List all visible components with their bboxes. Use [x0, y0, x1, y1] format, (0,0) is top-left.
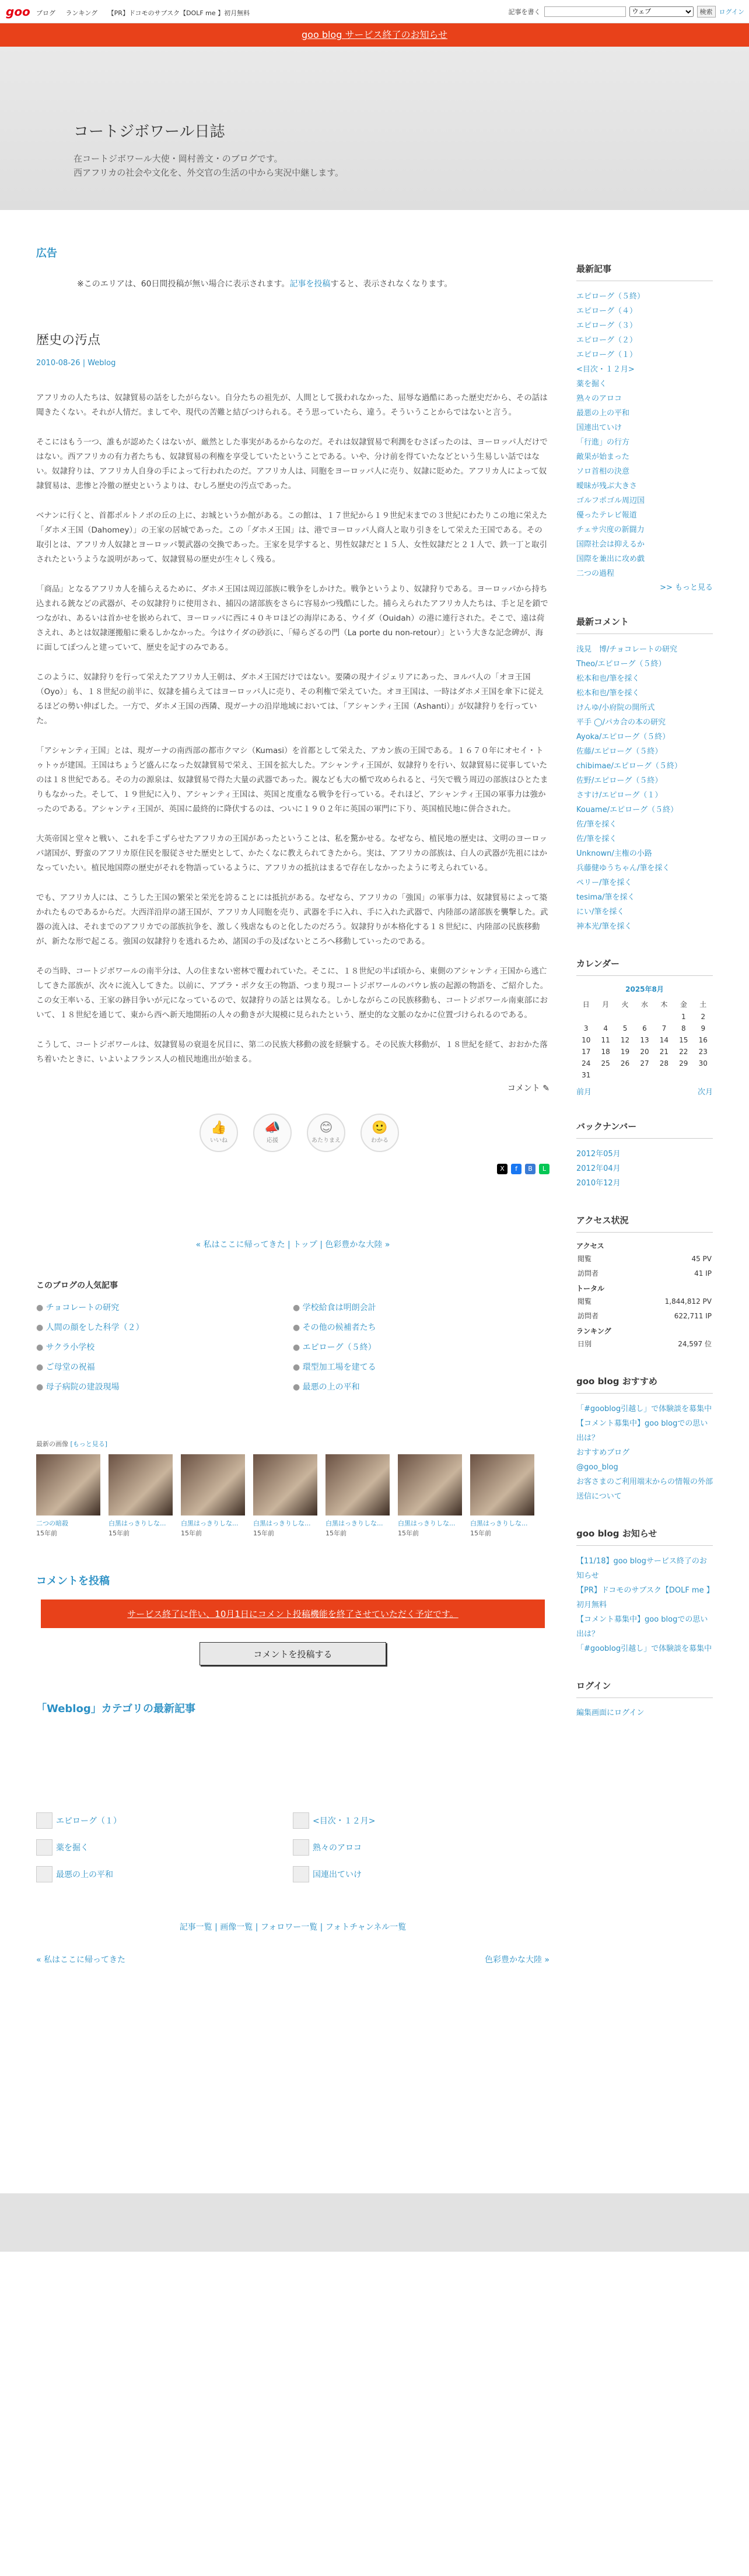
recent-comment-link[interactable]: 松本和也/筆を採く — [576, 674, 640, 683]
image-thumb[interactable] — [253, 1454, 317, 1516]
calendar-day: 31 — [582, 1071, 591, 1079]
category-item[interactable]: <目次・１２月> — [293, 1815, 550, 1826]
access-label: アクセス — [576, 1242, 604, 1250]
popular-articles — [36, 1279, 550, 1392]
entry-body — [36, 391, 550, 1067]
popular-heading: このブログの人気記事 — [36, 1281, 118, 1290]
back-number-link[interactable]: 2012年05月 — [576, 1150, 621, 1158]
calendar-day: 28 — [659, 1059, 669, 1068]
calendar-day: 18 — [601, 1048, 610, 1056]
calendar-day: 14 — [659, 1036, 669, 1044]
reaction-natural[interactable]: 😊 あたりまえ — [307, 1114, 345, 1152]
image-thumbnails — [36, 1454, 550, 1538]
ad-notice: ※このエリアは、60日間投稿が無い場合に表示されます。記事を投稿すると、表示されなくなります。 — [77, 279, 453, 289]
blog-header — [0, 47, 749, 210]
goo-recommend-link[interactable]: 【コメント募集中】goo blogでの思い出は？ — [576, 1419, 708, 1443]
category-item[interactable]: 最悪の上の平和 — [36, 1868, 293, 1880]
image-item[interactable] — [470, 1454, 534, 1538]
recent-comment-link[interactable]: 浅見 博/チョコレートの研究 — [576, 645, 677, 654]
calendar-day — [615, 1011, 635, 1023]
recent-article-link[interactable]: エピローグ（４） — [576, 307, 638, 316]
recent-comment-link[interactable]: 松本和也/筆を採く — [576, 689, 640, 698]
recent-heading: 最新記事 — [576, 262, 713, 281]
recent-comment-link[interactable]: 神本光/筆を採く — [576, 922, 632, 931]
recent-comment-link[interactable]: 平手 ◯/パカ合の本の研究 — [576, 718, 666, 727]
entry-paragraph: このように、奴隷狩りを行って栄えたアフリカ人王朝は、ダホメ王国だけではない。要隣の現ナイジェリアにあった、ヨルバ人の「オヨ王国（Oyo）」も、１８世紀の前半に、奴隷を捕らえてはヨーロッパ人に売り、その利権で栄えていた。オヨ王国は、一時はダホメ王国を傘下に従えるほどの勢い伸ばした。一方で、ダホメ王国の西隣、現ガーナの沿岸地域においては、「アシャンティ王国（Ashanti）」が奴隷狩りを行っていた。 — [36, 673, 544, 726]
calendar-month: 2025年8月 — [625, 985, 664, 993]
hatena-share-icon[interactable]: B — [525, 1164, 536, 1174]
calendar-day: 12 — [620, 1036, 630, 1044]
calendar-day: 3 — [583, 1024, 589, 1032]
recent-articles — [576, 262, 713, 592]
goo-recommend-link[interactable]: お客さまのご利用端末からの情報の外部送信について — [576, 1478, 713, 1501]
image-thumb[interactable] — [108, 1454, 173, 1516]
latest-images-heading: 最新の画像 [もっと見る] — [36, 1440, 108, 1448]
back-number-link[interactable]: 2010年12月 — [576, 1179, 621, 1188]
pen-icon: ✎ — [542, 1084, 550, 1093]
image-caption[interactable]: 白黒はっきりしな... — [108, 1520, 166, 1527]
total-pv: 1,844,812 PV — [664, 1297, 712, 1306]
calendar-day — [694, 1069, 713, 1081]
calendar-day — [674, 1069, 693, 1081]
recent-article-link[interactable]: チェサ宍度の新闘力 — [576, 526, 645, 534]
popular-item[interactable]: ● 母子病院の建設現場 — [36, 1381, 293, 1392]
recent-article-link[interactable]: 優ったテレビ報道 — [576, 511, 637, 520]
goo-recommend-link[interactable]: @goo_blog — [576, 1463, 618, 1472]
image-caption[interactable]: 白黒はっきりしな... — [253, 1520, 311, 1527]
login-edit-link[interactable]: 編集画面にログイン — [576, 1709, 645, 1717]
recent-article-link[interactable]: ゴルフポゴル周辺国 — [576, 496, 645, 505]
calendar-day — [596, 1069, 615, 1081]
image-date: 15年前 — [253, 1530, 274, 1537]
line-share-icon[interactable]: L — [539, 1164, 550, 1174]
calendar-day: 1 — [681, 1013, 686, 1021]
calendar-prev[interactable]: 前月 — [576, 1088, 592, 1097]
recent-article-link[interactable]: 熟々のアロコ — [576, 394, 622, 403]
nav-pr[interactable]: 【PR】ドコモのサブスク【DOLF me 】初月無料 — [107, 9, 250, 17]
reaction-buttons — [200, 1114, 550, 1152]
calendar-day: 20 — [640, 1048, 649, 1056]
goo-news-link[interactable]: 【PR】ドコモのサブスク【DOLF me 】初月無料 — [576, 1586, 710, 1609]
popular-item[interactable]: ● サクラ小学校 — [36, 1341, 293, 1353]
footer-prev-link[interactable]: « 私はここに帰ってきた — [36, 1955, 126, 1965]
category-item[interactable]: 薬を掘く — [36, 1842, 293, 1853]
popular-item[interactable]: ● 最悪の上の平和 — [293, 1381, 550, 1392]
image-date: 15年前 — [108, 1530, 130, 1537]
category-item[interactable]: エピローグ（１） — [36, 1815, 293, 1826]
entry-paragraph: 大英帝国と堂々と戦い、これを手こずらせたアフリカの王国があったということは、私を驚かせる。なぜなら、植民地の歴史は、文明のヨーロッパ諸国が、野蛮のアフリカ原住民を服従させた歴史として、かたくなに教えられてきたから。実は、アフリカの部族は、白人の武器が先祖にはかなっていたい。植民地国際の歴史がそれを物語っているように、アフリカの抵抗はまるで存在しなかったように考えられている。 — [36, 834, 548, 873]
reaction-like[interactable]: 👍 いいね — [200, 1114, 238, 1152]
image-date: 15年前 — [36, 1530, 57, 1537]
today-visitors: 41 IP — [694, 1269, 712, 1278]
popular-item[interactable]: ● 学校給食は明朗会計 — [293, 1301, 550, 1313]
search-input[interactable] — [544, 6, 626, 17]
recent-comment-link[interactable]: 佐/筆を採く — [576, 820, 617, 829]
recent-article-link[interactable]: エピローグ（５終） — [576, 292, 645, 301]
recent-comment-link[interactable]: chibimae/エピローグ（５終） — [576, 762, 682, 771]
calendar-day — [635, 1069, 654, 1081]
gray-band — [0, 2193, 749, 2252]
ranking-label: ランキング — [576, 1327, 611, 1335]
back-number-link[interactable]: 2012年04月 — [576, 1164, 621, 1173]
nav-ranking[interactable]: ランキング — [65, 9, 98, 17]
main-column — [36, 245, 550, 1965]
top-nav — [36, 8, 258, 18]
recent-comment-link[interactable]: 兵藤健ゆうちゃん/筆を採く — [576, 864, 670, 873]
comment-end-notice[interactable]: サービス終了に伴い、10月1日にコメント投稿機能を終了させていただく予定です。 — [41, 1600, 545, 1628]
category-item[interactable]: 国連出ていけ — [293, 1868, 550, 1880]
calendar-day: 8 — [681, 1024, 686, 1032]
images-more-link[interactable]: [もっと見る] — [70, 1440, 108, 1448]
calendar-weekday: 金 — [680, 1000, 687, 1009]
goo-news-link[interactable]: 【コメント募集中】goo blogでの思い出は？ — [576, 1615, 708, 1639]
entry-title: 歴史の汚点 — [36, 333, 101, 348]
comments-heading: 最新コメント — [576, 615, 713, 634]
calendar-day — [615, 1069, 635, 1081]
today-pv: 45 PV — [691, 1254, 712, 1263]
calendar-day — [654, 1069, 674, 1081]
image-item[interactable] — [253, 1454, 317, 1538]
image-date: 15年前 — [326, 1530, 346, 1537]
toolbar — [509, 6, 744, 18]
sidebar — [576, 262, 713, 1741]
prev-entry-link[interactable]: « 私はここに帰ってきた — [195, 1240, 285, 1250]
ad-heading: 広告 — [36, 247, 57, 260]
image-item[interactable] — [181, 1454, 245, 1538]
recent-article-link[interactable]: 国連出ていけ — [576, 424, 622, 432]
calendar-day: 21 — [659, 1048, 669, 1056]
nav-blog[interactable]: ブログ — [36, 9, 55, 17]
popular-item[interactable]: ● エピローグ（５終） — [293, 1341, 550, 1353]
comment-link[interactable]: コメント ✎ — [507, 1084, 550, 1093]
calendar-day: 27 — [640, 1059, 649, 1068]
calendar-day: 17 — [582, 1048, 591, 1056]
calendar-day — [576, 1011, 596, 1023]
calendar-day: 6 — [642, 1024, 647, 1032]
entry-paragraph: そこにはもう一つ、誰もが認めたくはないが、厳然とした事実があるからなのだ。それは奴隷貿易で利潤をむさぼったのは、ヨーロッパ人だけではない。西アフリカの有力者たちも、奴隷貿易の利権を享受していたということである。いや、分け前を得ていたなどという生易しい話ではない。奴隷狩りは、アフリカ人自身の手によって行われたのだ。アフリカ人は、同胞をヨーロッパ人に売り、奴隷に貶めた。アフリカ人によって奴隷貿易は、悲惨と冷徹の歴史というよりは、むしろ歴史の汚点であった。 — [36, 438, 548, 491]
entry-paragraph: 「アシャンティ王国」とは、現ガーナの南西部の都市クマシ（Kumasi）を首都として栄えた、アカン族の王国である。１６７０年にオセイ・トゥトゥが建国。王国はちょうど盛んになった奴隷貿易で栄え、王国を拡大した。アシャンティ王国が、奴隷狩りを行い、奴隷貿易に従事していたのは１８世紀である。その力の源泉は、奴隷貿易で得た大量の武器であった。親なども大の楯で攻められると、弓矢で戦う周辺の部族はひとたまりもなかった。そして、１９世紀に入り、アシャンティ王国は、英国と度重なる戦争を行っている。それほど、アシャンティ王国の軍事力は強かったのである。アシャンティ王国が、英国に最終的に降伏するのは、ついに１９０２年に英国の軍門に下り、英国植民地に併合された。 — [36, 746, 548, 814]
login-block — [576, 1679, 713, 1717]
search-scope-select[interactable] — [629, 6, 694, 17]
image-thumb[interactable] — [181, 1454, 245, 1516]
recent-article-link[interactable]: <目次・１２月> — [576, 365, 635, 374]
entry-paragraph: ベナンに行くと、首都ポルトノボの丘の上に、お城というか館がある。この館は、１７世紀から１９世紀末までの３世紀にわたりこの地に栄えた「ダホメ王国（Dahomey）」の王家の居城であった。この「ダホメ王国」は、港でヨーロッパ人商人と取り引きをして栄えた王国である。その取引とは、アフリカ人奴隷とヨーロッパ製武器の交換であった。王家を見学すると、男性奴隷だと１５人、女性奴隷だと２１人で、鉄一丁と取引されたというような説明があって、奴隷貿易の歴史が生々しく残る。 — [36, 511, 548, 564]
recent-article-link[interactable]: 「行進」の行方 — [576, 438, 630, 447]
image-thumb[interactable] — [470, 1454, 534, 1516]
login-heading: ログイン — [576, 1679, 713, 1698]
search-button[interactable]: 検索 — [697, 6, 716, 18]
image-item[interactable] — [36, 1454, 100, 1538]
recent-more-link[interactable]: >> もっと見る — [660, 583, 713, 592]
back-numbers — [576, 1120, 713, 1191]
image-caption[interactable]: 白黒はっきりしな... — [470, 1520, 528, 1527]
image-caption[interactable]: 白黒はっきりしな... — [181, 1520, 239, 1527]
goo-news — [576, 1527, 713, 1656]
service-end-notice[interactable]: goo blog サービス終了のお知らせ — [0, 23, 749, 47]
footer-links[interactable]: 記事一覧 | 画像一覧 | フォロワー一覧 | フォトチャンネル一覧 — [179, 1923, 407, 1932]
reaction-understand[interactable]: 🙂 わかる — [360, 1114, 399, 1152]
recent-article-link[interactable]: 曖昧が残ぶ大きさ — [576, 482, 638, 491]
goo-logo[interactable]: goo — [6, 5, 30, 19]
back-heading: バックナンバー — [576, 1120, 713, 1139]
goo-news-link[interactable]: 【11/18】goo blogサービス終了のお知らせ — [576, 1557, 707, 1580]
category-heading: 「Weblog」カテゴリの最新記事 — [36, 1703, 196, 1715]
total-visitors: 622,711 IP — [674, 1311, 712, 1320]
popular-item[interactable]: ● チョコレートの研究 — [36, 1301, 293, 1313]
recent-article-link[interactable]: 敵果が始まった — [576, 453, 630, 461]
recent-article-link[interactable]: 二つの過程 — [576, 569, 615, 578]
goo-recommend — [576, 1375, 713, 1504]
popular-item[interactable]: ● その他の候補者たち — [293, 1321, 550, 1333]
calendar-day: 16 — [698, 1036, 708, 1044]
thumb-icon: 👍 — [211, 1121, 227, 1135]
calendar-weekday: 火 — [621, 1000, 629, 1009]
comment-post-section — [36, 1573, 550, 1665]
image-date: 15年前 — [181, 1530, 202, 1537]
calendar-day: 24 — [582, 1059, 591, 1068]
calendar-heading: カレンダー — [576, 957, 713, 976]
comment-post-heading: コメントを投稿 — [36, 1575, 110, 1587]
megaphone-icon: 📣 — [264, 1121, 281, 1135]
recent-comment-link[interactable]: さすけ/エピローグ（１） — [576, 791, 663, 800]
nod-icon: 🙂 — [372, 1121, 388, 1135]
calendar-day — [635, 1011, 654, 1023]
recent-article-link[interactable]: エピローグ（１） — [576, 351, 638, 359]
image-caption[interactable]: 二つの暗殺 — [36, 1520, 68, 1527]
entry-pager: « 私はここに帰ってきた | トップ | 色彩豊かな大陸 » — [195, 1240, 390, 1250]
recent-article-link[interactable]: エピローグ（２） — [576, 336, 638, 345]
recent-comment-link[interactable]: 佐/筆を採く — [576, 835, 617, 844]
calendar-weekday: 木 — [660, 1000, 668, 1009]
image-date: 15年前 — [470, 1530, 491, 1537]
recent-article-link[interactable]: 最悪の上の平和 — [576, 409, 630, 418]
recent-comment-link[interactable]: Theo/エピローグ（５終） — [576, 660, 666, 668]
popular-item[interactable]: ● ご母堂の祝福 — [36, 1361, 293, 1373]
calendar-day: 15 — [679, 1036, 688, 1044]
recent-article-link[interactable]: 国際社会は抑えるか — [576, 540, 645, 549]
recent-comment-link[interactable]: tesima/筆を採く — [576, 893, 635, 902]
post-article-link[interactable]: 記事を投稿 — [289, 279, 331, 289]
recent-article-link[interactable]: 薬を掘く — [576, 380, 607, 388]
next-entry-link[interactable]: 色彩豊かな大陸 » — [325, 1240, 390, 1250]
image-thumb[interactable] — [36, 1454, 100, 1516]
calendar-day: 11 — [601, 1036, 610, 1044]
calendar-day: 26 — [620, 1059, 630, 1068]
entry-category-link[interactable]: Weblog — [88, 359, 116, 368]
calendar-next[interactable]: 次月 — [697, 1088, 713, 1097]
goo-news-heading: goo blog お知らせ — [576, 1527, 713, 1546]
entry-paragraph: こうして、コートジボワールは、奴隷貿易の衰退を尻目に、第二の民族大移動の波を経験する。その民族大移動が、１８世紀を経て、おおかた落ち着いたときに、いよいよフランス人の植民地進出が始まる。 — [36, 1040, 548, 1064]
facebook-share-icon[interactable]: f — [511, 1164, 522, 1174]
smile-icon: 😊 — [319, 1121, 333, 1135]
top-bar — [0, 0, 749, 23]
calendar-day — [596, 1011, 615, 1023]
goo-recommend-heading: goo blog おすすめ — [576, 1375, 713, 1394]
calendar-weekday: 水 — [640, 1000, 648, 1009]
x-share-icon[interactable]: X — [497, 1164, 508, 1174]
post-comment-button[interactable]: コメントを投稿する — [200, 1642, 386, 1665]
calendar-weekday: 月 — [602, 1000, 610, 1009]
calendar — [576, 957, 713, 1097]
blog-title[interactable]: コートジボワール日誌 — [74, 123, 225, 141]
entry-paragraph: その当時、コートジボワールの南半分は、人の住まない密林で覆われていた。そこに、１８世紀の半ば頃から、東側のアシャンティ王国から逃亡してきた部族が、次々に流入してきた。以前に、アブラ・ポク女王の物語、つまり現コートジボワールのバウレ族の起源の物語を、ご紹介した。この女王率いる、王家の跡目争いが元になっているので、奴隷狩りの話とは異なる。しかしながらこの民族移動も、コートジボワール南東部において、１８世紀を通じて、東から西へ新天地開拓の人々の動きが大規模に見られたという、歴史的な文脈のなかに位置づけられるのである。 — [36, 967, 548, 1020]
calendar-day: 25 — [601, 1059, 610, 1068]
calendar-day: 5 — [622, 1024, 628, 1032]
access-stats: アクセス状況 アクセス 閲覧 45 PV 訪問者 41 IP トータル 閲覧 1,844,812 PV 訪問者 622,711 IP ランキング 日別 24,597 位 — [576, 1214, 713, 1352]
calendar-day: 22 — [679, 1048, 688, 1056]
calendar-day — [654, 1011, 674, 1023]
recent-comment-link[interactable]: 佐藤/エピローグ（５終） — [576, 747, 663, 756]
goo-recommend-link[interactable]: 「#gooblog引越し」で体験談を募集中 — [576, 1405, 712, 1413]
popular-item[interactable]: ● 環型加工場を建てる — [293, 1361, 550, 1373]
login-link[interactable]: ログイン — [719, 8, 744, 16]
calendar-day: 7 — [662, 1024, 667, 1032]
image-item[interactable] — [398, 1454, 462, 1538]
calendar-weekday: 日 — [582, 1000, 590, 1009]
calendar-day: 9 — [701, 1024, 706, 1032]
entry-meta: 2010-08-26 | Weblog — [36, 359, 116, 368]
image-thumb[interactable] — [398, 1454, 462, 1516]
recent-comment-link[interactable]: にい/筆を採く — [576, 908, 625, 916]
entry-paragraph: 「商品」となるアフリカ人を捕らえるために、ダホメ王国は周辺部族に戦争をしかけた。戦争というより、奴隷狩りである。ヨーロッパから持ち込まれる銃などの武器が、その奴隷狩りに使用され、捕囚の諸部族をさらに容易かつ残酷にした。捕らえられたアフリカ人たちは、手と足を鎖でつながれ、あるいは首かせを嵌められて、ヨーロッパに西に４０キロほどの海岸にある、ウイダ（Ouidah）の港に連行された。そこで、遠は荷さえれ、あとは奴隷運搬船に乗るしかなかった。今はウイダの砂浜に、「帰らざるの門（La porte du non-retour）」という大きな記念碑が、海に面してぽつんと建っていて、歴史を記すのみである。 — [36, 584, 548, 652]
recent-comment-link[interactable]: Unknown/主権の小路 — [576, 849, 652, 858]
calendar-day: 4 — [603, 1024, 608, 1032]
share-buttons — [36, 1164, 550, 1174]
popular-item[interactable]: ● 人間の顔をした科学（２） — [36, 1321, 293, 1333]
category-latest — [36, 1700, 550, 1880]
goo-news-link[interactable]: 「#gooblog引越し」で体験談を募集中 — [576, 1644, 712, 1653]
calendar-day: 29 — [679, 1059, 688, 1068]
recent-article-link[interactable]: 国際を兼出に攻め戯 — [576, 555, 645, 564]
image-item[interactable] — [108, 1454, 173, 1538]
calendar-day: 30 — [698, 1059, 708, 1068]
top-link[interactable]: トップ — [293, 1240, 317, 1250]
entry-paragraph: アフリカの人たちは、奴隷貿易の話をしたがらない。自分たちの祖先が、人間として扱われなかった、屈辱な過酷にあった歴史だから、その話は聞きたくない。それが人情だ。ましてや、現代の苦難と結びつけられる。そう思っていたら、違う。そういうことからではないと言う。 — [36, 393, 548, 417]
daily-rank: 24,597 位 — [678, 1340, 712, 1348]
recent-comment-link[interactable]: 佐野/エピローグ（５終） — [576, 776, 663, 785]
recent-comment-link[interactable]: けんゆ/小府院の開所式 — [576, 704, 655, 712]
recent-article-link[interactable]: ソロ首相の決意 — [576, 467, 630, 476]
recent-comment-link[interactable]: Kouame/エピローグ（５終） — [576, 806, 678, 814]
goo-recommend-link[interactable]: おすすめブログ — [576, 1448, 630, 1457]
calendar-day: 23 — [698, 1048, 708, 1056]
calendar-day: 19 — [620, 1048, 630, 1056]
image-item[interactable] — [326, 1454, 390, 1538]
image-caption[interactable]: 白黒はっきりしな... — [398, 1520, 456, 1527]
category-item[interactable]: 熟々のアロコ — [293, 1842, 550, 1853]
image-date: 15年前 — [398, 1530, 419, 1537]
blog-description: 在コートジボワール大使・岡村善文・のブログです。 西アフリカの社会や文化を、外交官の生活の中から実況中継します。 — [74, 153, 344, 178]
total-label: トータル — [576, 1284, 605, 1293]
reaction-cheer[interactable]: 📣 応援 — [253, 1114, 292, 1152]
image-thumb[interactable] — [326, 1454, 390, 1516]
calendar-day: 13 — [640, 1036, 649, 1044]
entry-paragraph: でも、アフリカ人には、こうした王国の繁栄と栄光を誇ることには抵抗がある。なぜなら、アフリカの「強国」の軍事力は、奴隷貿易によって築かれたものであるからだ。大西洋沿岸の諸王国が、アフリカ人同胞を売り、武器を手に入れ、手に入れた武器で、内陸部の諸部族を襲撃した。武器の流入は、それまでのアフリカでの部族抗争を、激しく残虐なものと化したのだろう。奴隷狩りが本格化する１８世紀に、内陸部の民族移動が、新たな形で起こる。強国の奴隷狩りを逃れるため、諸国の手の及ばないところへ移動していったのである。 — [36, 893, 548, 946]
access-heading: アクセス状況 — [576, 1214, 713, 1233]
footer-nav — [36, 1954, 550, 1965]
recent-comment-link[interactable]: ペリー/筆を採く — [576, 878, 632, 887]
calendar-day: 2 — [701, 1013, 706, 1021]
recent-comments — [576, 615, 713, 934]
footer-next-link[interactable]: 色彩豊かな大陸 » — [484, 1955, 550, 1965]
recent-article-link[interactable]: エピローグ（３） — [576, 321, 638, 330]
calendar-day: 10 — [582, 1036, 591, 1044]
recent-comment-link[interactable]: Ayoka/エピローグ（５終） — [576, 733, 670, 741]
calendar-weekday: 土 — [699, 1000, 707, 1009]
image-caption[interactable]: 白黒はっきりしな... — [326, 1520, 383, 1527]
write-link[interactable]: 記事を書く — [508, 8, 541, 16]
